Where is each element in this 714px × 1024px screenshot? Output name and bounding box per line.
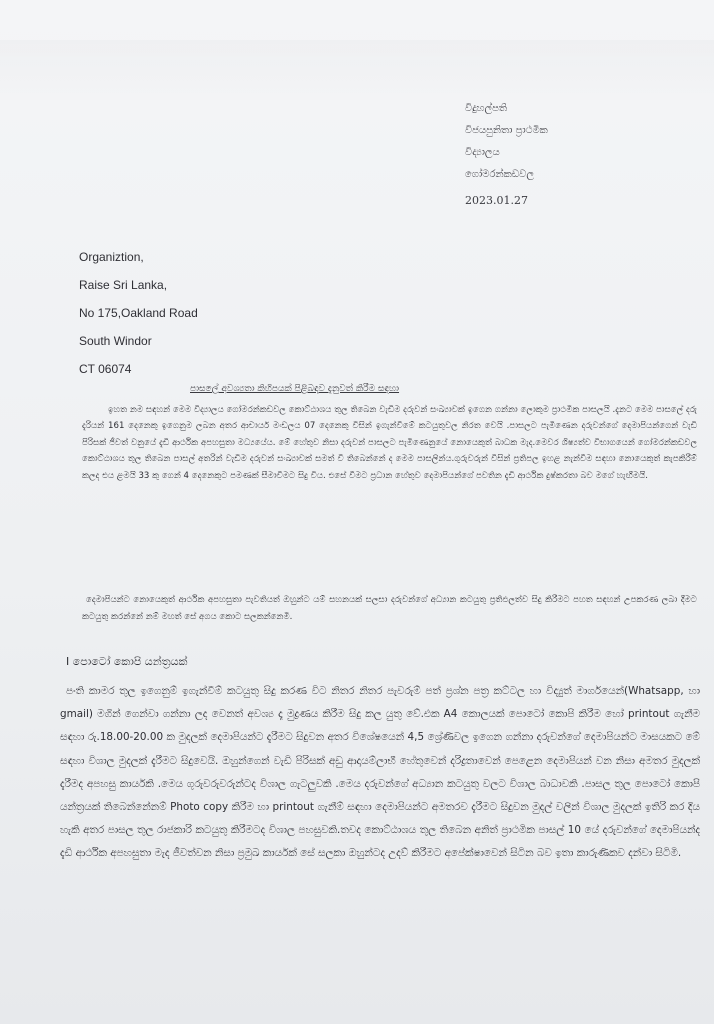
recipient-block bbox=[79, 243, 198, 383]
sender-title: විදුහල්පති bbox=[465, 103, 508, 114]
body-paragraph-3: පංති කාමර තුල ඉගෙනුම් ඉගැන්වීම් කටයුතු සිදු කරණ විට නිතර නිතර පැවරුම් පත් ප්‍රශ්න පත්‍ර කට්ටල හා විද්‍යුත් මාර්ගයෙන්(Whatsapp, හා gmail) මගින් ගෙන්වා ගන්නා ලද වෙනත් අවශ්‍ය දෑ මුද්‍රණය කිරීම සිදු කල යුතු වේ.එක A4 කොලයක් පොටෝ කොපි කිරීම හෝ printout ගැනීම සඳහා රු.18.00-20.00 ක මුදලක් දෙමාපියන්ට දැරීමට සිදුවන අතර විශේෂයෙන් 4,5 ශ්‍රේණිවල ඉගෙන ගන්නා දරුවන්ගේ දෙමාපියන්ට මාසයකට මේ සඳහා විශාල මුදලක් දැරීමට සිදුවෙයි. ඔහුන්ගෙන් වැඩි පිරිසක් අඩු ආදායම්ලාභී හේතුවෙන් දරිද්‍රතාවෙන් පෙළෙන දෙමාපියන් වන නිසා අමතර මුදලක් දැරීමද අපහසු කාර්යකි .මෙය ගුරුවරුවරුන්ටද විශාල ගැටලුවකි .මෙය දරුවන්ගේ අධ්‍යාන කටයුතු වලට විශාල බාධාවකි .පාසල තුල පොටෝ කොපි යන්ත්‍රයක් තිබෙන්නේනම් Photo copy කිරීම හා printout ගැනීම් සඳහා දෙමාපියන්ට අමතරව දැරීමට සිදුවන මුදල් වලින් විශාල මුදලක් ඉතිරි කර දිය හැකි අතර පාසල තුල රාජකාරි කටයුතු කිරීමටද විශාල පහසුවකි.තවද කොට්ඨාශය තුල තිබෙන අනිත් ප්‍රාථමික පාසල් 10 යේ දරුවන්ගේ දෙමාපියන්ද දැඩි ආර්ථික අපහසුතා මැද ජීවත්වන නිසා ප්‍රමුඛ කාර්යක් සේ සලකා ඔහුන්ටද උදව් කිරීමට අපේක්ෂාවෙන් සිටින බව ඉතා කාරුණිකව දන්වා සිටිමි. bbox=[60, 685, 701, 860]
recipient-city: South Windor bbox=[79, 334, 152, 348]
paper-fold-shadow bbox=[0, 40, 714, 100]
body-paragraph-1: ඉහත නම සඳහන් මෙම විද්‍යාලය ගෝමරන්කඩවල කොට්ඨාශය තුල තිබෙන වැඩිම දරුවන් සංඛ්‍යාවක් ඉගෙන ගන්නා ලොකුම ප්‍රාථමික පාසලයි .දැනට මෙම පාසලේ දරු දැරියන් 161 දෙනෙකු ඉගෙනුම ලබන අතර ආචාර්ය මංඩලය 07 දෙනෙකු විසින් ඉගැන්වීමේ කටයුතුවල නිරත වෙයි .පාසලට පැමිණෙන දරුවන්ගේ දෙමාපියන්ගෙන් වැඩි පිරිසක් ජීවත් වනුයේ දැඩි ආර්ථික අපහසුතා මධ්‍යයේය. මේ හේතුව නිසා දරුවන් පාසලට පැමිණෙනුයේ නොයෙකුත් බාධක මැද.මෙවර ශිෂ්‍යත්ව විභාගයෙන් ගෝමරන්කඩවල කොට්ඨාශය තුල තිබෙන පාසල් අතරින් වැඩිම දරුවන් සංඛ්‍යාවක් සමත් වී තිබෙන්නේ ද මෙම පාසලින්ය.ගුරුවරුන් විසින් ප්‍රතිපල ඉහළ නැන්වීම සඳහා නොයෙකුත් කැපකිරීම් කලද එය ළමයි 33 කු ගෙන් 4 දෙනෙකුට පමණක් සීමාවීමට සිදු විය. එසේ වීමට ප්‍රධාන හේතුව දෙමාපියන්ගේ පවතින දැඩි ආර්ථික දුෂ්කරතා බව මගේ හැඟීමයි. bbox=[82, 405, 697, 481]
sender-school-type: විද්‍යාලය bbox=[465, 147, 500, 158]
sender-school: විජයපුනිතා ප්‍රාථමික bbox=[465, 125, 548, 136]
sender-block bbox=[465, 98, 685, 212]
body-paragraph-2: දෙමාපියන්ට නොයෙකුත් ආර්ථික අපහසුතා පැවතියත් ඔහුන්ට යම් සහනයක් සලසා දරුවන්ගේ අධ්‍යාන කටයුතු ප්‍රතිඵලත්ව සිදු කිරීමට පහත සඳහන් උපකරණ ලබා දීමට කටයුතු කරන්නේ නම් මහත් සේ අගය කොට සලකන්නෙමි. bbox=[82, 595, 697, 622]
letter-subject: පාසලේ අවශ්‍යතා කිහිපයක් පිළිබඳව දැනුවත් කිරීම සඳහා bbox=[190, 384, 400, 394]
recipient-org: Organiztion, bbox=[79, 250, 144, 264]
letter-date: 2023.01.27 bbox=[465, 194, 528, 207]
section-heading: I පොටෝ කොපි යන්ත්‍රයක් bbox=[66, 655, 188, 668]
sender-location: ගෝමරන්කඩවල bbox=[465, 169, 534, 180]
recipient-street: No 175,Oakland Road bbox=[79, 306, 198, 320]
recipient-name: Raise Sri Lanka, bbox=[79, 278, 168, 292]
recipient-postcode: CT 06074 bbox=[79, 362, 132, 376]
